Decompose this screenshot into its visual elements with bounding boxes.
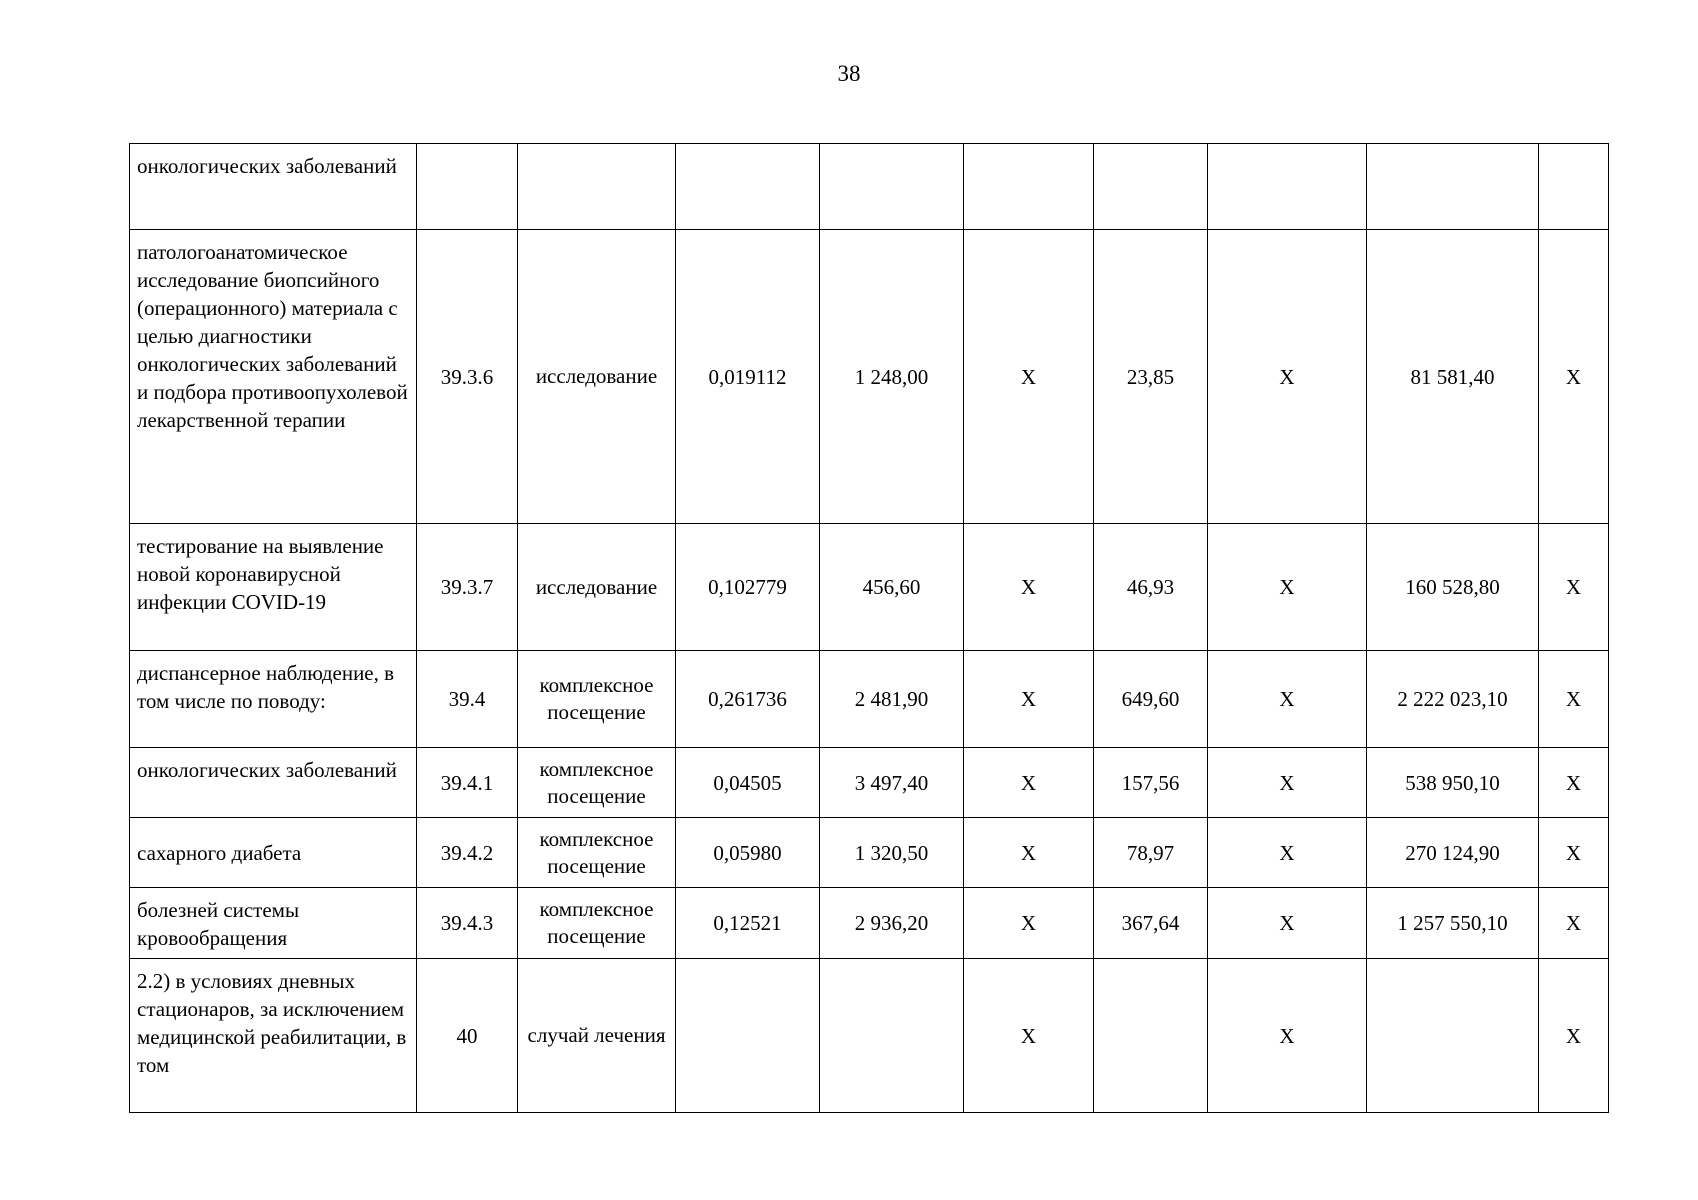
row-x-cell: X (1539, 888, 1609, 959)
table-row (130, 959, 1609, 1113)
row-x-cell: X (964, 888, 1094, 959)
row-norm-cell: 0,12521 (676, 888, 820, 959)
row-unit-cell: комплексное посещение (518, 888, 676, 959)
row-unit-cell: комплексное посещение (518, 651, 676, 748)
row-code-cell: 39.3.7 (417, 524, 518, 651)
row-name-cell: диспансерное наблюдение, в том числе по поводу: (130, 651, 417, 748)
row-name-cell: патологоанатомическое исследование биопсийного (операционного) материала с целью диагностики онкологических заболеваний и подбора противоопухолевой лекарственной терапии (130, 230, 417, 524)
row-total-cell: 2 222 023,10 (1367, 651, 1539, 748)
row-x-cell: X (1208, 524, 1367, 651)
row-name-cell: онкологических заболеваний (130, 748, 417, 818)
row-cost-cell: 1 320,50 (820, 818, 964, 888)
row-x-cell (1539, 144, 1609, 230)
row-code-cell: 39.4.3 (417, 888, 518, 959)
table-row (130, 888, 1609, 959)
row-x-cell: X (1539, 818, 1609, 888)
table-row (130, 748, 1609, 818)
row-total-cell (1367, 959, 1539, 1113)
row-code-cell: 39.4.1 (417, 748, 518, 818)
row-sum-cell: 367,64 (1094, 888, 1208, 959)
row-unit-cell (518, 144, 676, 230)
row-sum-cell (1094, 144, 1208, 230)
row-cost-cell: 1 248,00 (820, 230, 964, 524)
row-x-cell: X (1539, 230, 1609, 524)
row-total-cell: 270 124,90 (1367, 818, 1539, 888)
row-x-cell: X (964, 818, 1094, 888)
row-x-cell: X (1539, 524, 1609, 651)
row-x-cell: X (964, 748, 1094, 818)
row-total-cell: 160 528,80 (1367, 524, 1539, 651)
row-x-cell: X (1208, 651, 1367, 748)
row-cost-cell: 3 497,40 (820, 748, 964, 818)
row-norm-cell: 0,102779 (676, 524, 820, 651)
row-cost-cell: 2 481,90 (820, 651, 964, 748)
row-cost-cell: 456,60 (820, 524, 964, 651)
row-x-cell (964, 144, 1094, 230)
table-row (130, 144, 1609, 230)
row-sum-cell: 649,60 (1094, 651, 1208, 748)
row-total-cell: 538 950,10 (1367, 748, 1539, 818)
row-name-cell: тестирование на выявление новой коронавирусной инфекции COVID-19 (130, 524, 417, 651)
row-unit-cell: комплексное посещение (518, 748, 676, 818)
row-code-cell (417, 144, 518, 230)
table-row (130, 651, 1609, 748)
row-x-cell: X (1539, 651, 1609, 748)
row-x-cell: X (1539, 959, 1609, 1113)
row-x-cell (1208, 144, 1367, 230)
row-name-cell: онкологических заболеваний (130, 144, 417, 230)
row-unit-cell: комплексное посещение (518, 818, 676, 888)
row-unit-cell: исследование (518, 230, 676, 524)
row-code-cell: 39.4.2 (417, 818, 518, 888)
row-sum-cell: 23,85 (1094, 230, 1208, 524)
row-x-cell: X (1208, 888, 1367, 959)
table-row (130, 230, 1609, 524)
row-cost-cell (820, 144, 964, 230)
row-sum-cell: 46,93 (1094, 524, 1208, 651)
row-code-cell: 40 (417, 959, 518, 1113)
row-total-cell (1367, 144, 1539, 230)
row-code-cell: 39.3.6 (417, 230, 518, 524)
row-norm-cell (676, 144, 820, 230)
row-x-cell: X (1208, 748, 1367, 818)
row-x-cell: X (964, 524, 1094, 651)
row-unit-cell: исследование (518, 524, 676, 651)
row-norm-cell: 0,04505 (676, 748, 820, 818)
row-norm-cell: 0,05980 (676, 818, 820, 888)
row-name-cell: сахарного диабета (130, 818, 417, 888)
page-number: 38 (837, 61, 861, 86)
row-x-cell: X (1208, 818, 1367, 888)
row-cost-cell: 2 936,20 (820, 888, 964, 959)
row-x-cell: X (964, 230, 1094, 524)
row-norm-cell: 0,019112 (676, 230, 820, 524)
row-x-cell: X (964, 651, 1094, 748)
row-x-cell: X (1208, 959, 1367, 1113)
table-row (130, 524, 1609, 651)
row-name-cell: 2.2) в условиях дневных стационаров, за исключением медицинской реабилитации, в том (130, 959, 417, 1113)
row-sum-cell: 157,56 (1094, 748, 1208, 818)
row-norm-cell: 0,261736 (676, 651, 820, 748)
table-row (130, 818, 1609, 888)
data-table (129, 143, 1609, 1113)
row-norm-cell (676, 959, 820, 1113)
row-cost-cell (820, 959, 964, 1113)
row-sum-cell: 78,97 (1094, 818, 1208, 888)
row-x-cell: X (1539, 748, 1609, 818)
row-x-cell: X (1208, 230, 1367, 524)
row-x-cell: X (964, 959, 1094, 1113)
row-sum-cell (1094, 959, 1208, 1113)
row-unit-cell: случай лечения (518, 959, 676, 1113)
row-code-cell: 39.4 (417, 651, 518, 748)
row-total-cell: 81 581,40 (1367, 230, 1539, 524)
row-name-cell: болезней системы кровообращения (130, 888, 417, 959)
row-total-cell: 1 257 550,10 (1367, 888, 1539, 959)
